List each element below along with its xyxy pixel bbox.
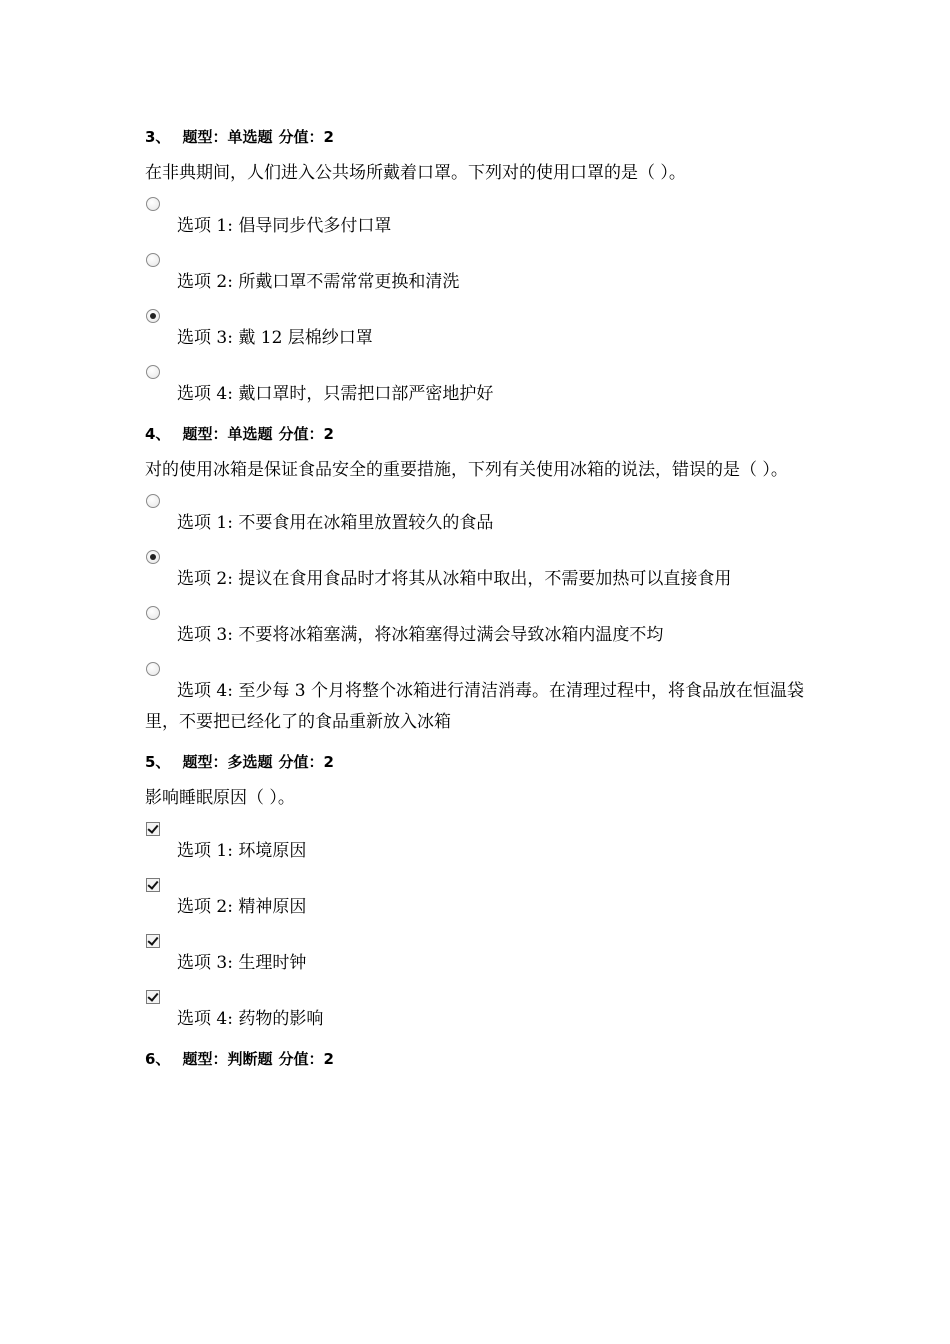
question-4 <box>145 424 810 738</box>
radio-button[interactable] <box>146 253 160 267</box>
question-list <box>145 127 810 1069</box>
option-1[interactable] <box>145 822 810 867</box>
question-3 <box>145 127 810 410</box>
option-4[interactable] <box>145 662 810 738</box>
checkbox-checked[interactable] <box>146 990 160 1004</box>
question-header <box>145 752 810 772</box>
question-number: 5、 <box>145 753 171 771</box>
radio-button-selected[interactable] <box>146 309 160 323</box>
option-label: 选项 1: 倡导同步代多付口罩 <box>177 216 392 236</box>
question-type: 题型：多选题 <box>182 753 273 771</box>
question-type: 题型：单选题 <box>182 425 273 443</box>
option-label: 选项 1: 环境原因 <box>177 841 307 861</box>
question-header <box>145 424 810 444</box>
question-score: 分值：2 <box>278 128 334 146</box>
option-label: 选项 1: 不要食用在冰箱里放置较久的食品 <box>177 513 494 533</box>
option-2[interactable] <box>145 550 810 595</box>
question-score: 分值：2 <box>278 753 334 771</box>
option-1[interactable] <box>145 197 810 242</box>
question-number: 6、 <box>145 1050 171 1068</box>
option-2[interactable] <box>145 253 810 298</box>
question-score: 分值：2 <box>278 425 334 443</box>
option-3[interactable] <box>145 934 810 979</box>
question-type: 题型：单选题 <box>182 128 273 146</box>
option-2[interactable] <box>145 878 810 923</box>
option-4[interactable] <box>145 365 810 410</box>
question-number: 4、 <box>145 425 171 443</box>
question-text: 在非典期间，人们进入公共场所戴着口罩。下列对的使用口罩的是（ ）。 <box>145 163 686 183</box>
option-label: 选项 3: 不要将冰箱塞满，将冰箱塞得过满会导致冰箱内温度不均 <box>177 625 664 645</box>
option-3[interactable] <box>145 309 810 354</box>
question-text: 影响睡眠原因（ ）。 <box>145 788 295 808</box>
option-1[interactable] <box>145 494 810 539</box>
checkbox-checked[interactable] <box>146 878 160 892</box>
radio-button[interactable] <box>146 365 160 379</box>
option-label: 选项 4: 药物的影响 <box>177 1009 324 1029</box>
option-label: 选项 3: 戴 12 层棉纱口罩 <box>177 328 373 348</box>
question-6 <box>145 1049 810 1069</box>
option-label: 选项 2: 所戴口罩不需常常更换和清洗 <box>177 272 460 292</box>
question-type: 题型：判断题 <box>182 1050 273 1068</box>
question-score: 分值：2 <box>278 1050 334 1068</box>
option-label: 选项 4: 至少每 3 个月将整个冰箱进行清洁消毒。在清理过程中，将食品放在恒温袋里，不要把已经化了的食品重新放入冰箱 <box>145 681 804 732</box>
radio-button[interactable] <box>146 606 160 620</box>
option-3[interactable] <box>145 606 810 651</box>
checkbox-checked[interactable] <box>146 934 160 948</box>
question-text: 对的使用冰箱是保证食品安全的重要措施，下列有关使用冰箱的说法，错误的是（ ）。 <box>145 460 788 480</box>
radio-button[interactable] <box>146 197 160 211</box>
radio-button-selected[interactable] <box>146 550 160 564</box>
radio-button[interactable] <box>146 662 160 676</box>
question-5 <box>145 752 810 1035</box>
question-header <box>145 1049 810 1069</box>
option-label: 选项 2: 提议在食用食品时才将其从冰箱中取出，不需要加热可以直接食用 <box>177 569 732 589</box>
option-4[interactable] <box>145 990 810 1035</box>
radio-button[interactable] <box>146 494 160 508</box>
question-number: 3、 <box>145 128 171 146</box>
option-label: 选项 2: 精神原因 <box>177 897 307 917</box>
question-header <box>145 127 810 147</box>
option-label: 选项 3: 生理时钟 <box>177 953 307 973</box>
checkbox-checked[interactable] <box>146 822 160 836</box>
option-label: 选项 4: 戴口罩时，只需把口部严密地护好 <box>177 384 494 404</box>
